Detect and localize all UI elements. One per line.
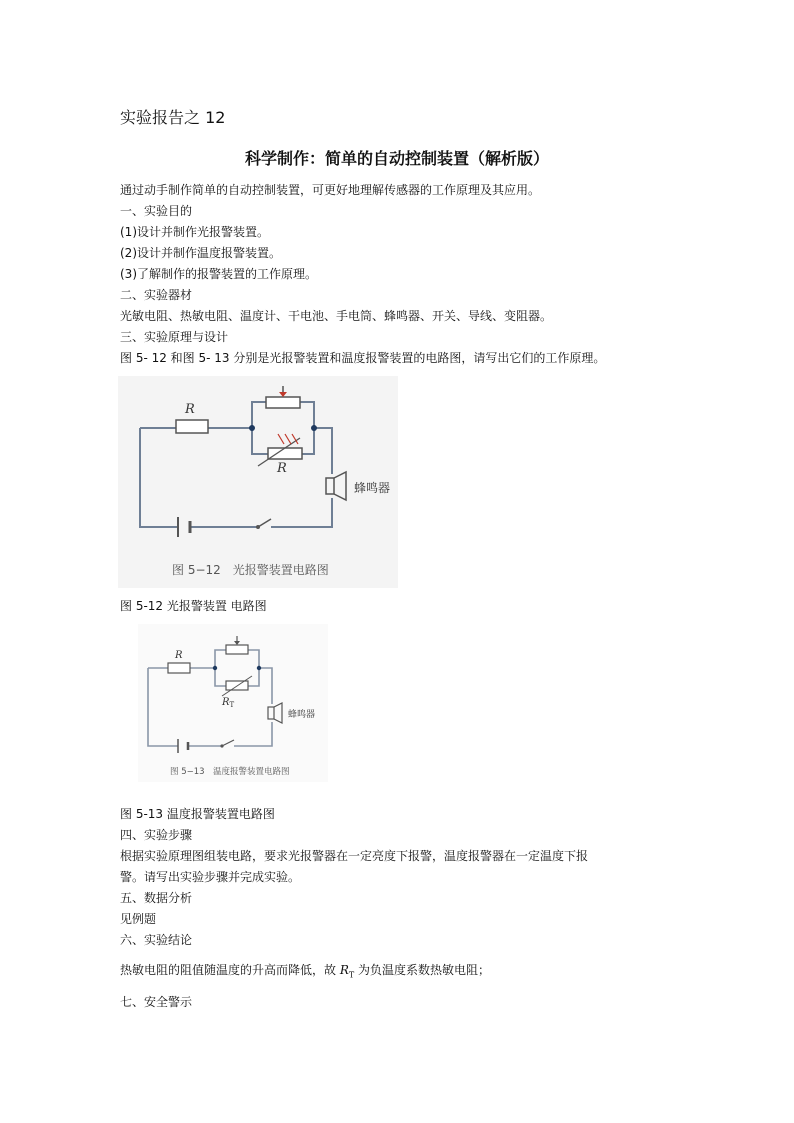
- section-heading-analysis: 五、数据分析: [120, 891, 193, 905]
- photoresistor-symbol: [268, 448, 302, 459]
- main-title: 科学制作：简单的自动控制装置（解析版）: [244, 149, 549, 168]
- buzzer-label: 蜂鸣器: [354, 481, 391, 495]
- conclusion-text-after: 为负温度系数热敏电阻；: [354, 963, 491, 977]
- section-heading-principle: 三、实验原理与设计: [120, 330, 229, 344]
- rheostat-symbol: [226, 645, 248, 654]
- figure-caption-light-alarm: 图 5-12 光报警装置 电路图: [120, 599, 267, 613]
- section-heading-steps: 四、实验步骤: [120, 828, 193, 842]
- resistor-r-label: R: [185, 402, 195, 417]
- thermistor-label: $R_T$: [222, 697, 235, 709]
- section-heading-conclusion: 六、实验结论: [120, 933, 193, 947]
- resistor-r-symbol: [176, 420, 208, 433]
- steps-text-line-1: 根据实验原理图组装电路，要求光报警器在一定亮度下报警，温度报警器在一定温度下报: [120, 849, 589, 863]
- temperature-alarm-circuit-figure: [138, 624, 328, 782]
- rt-symbol: $R_T$: [339, 963, 355, 980]
- buzzer-label: 蜂鸣器: [288, 710, 316, 720]
- light-alarm-circuit-figure: [118, 376, 398, 588]
- principle-text: 图 5- 12 和图 5- 13 分别是光报警装置和温度报警装置的电路图，请写出它们的工作原理。: [120, 351, 606, 365]
- section-heading-safety: 七、安全警示: [120, 995, 193, 1009]
- purpose-item-1: (1)设计并制作光报警装置。: [120, 225, 269, 239]
- steps-text-line-2: 警。请写出实验步骤并完成实验。: [120, 870, 301, 884]
- resistor-r-symbol: [168, 663, 190, 673]
- section-heading-materials: 二、实验器材: [120, 288, 193, 302]
- rheostat-symbol: [266, 397, 300, 408]
- intro-paragraph: 通过动手制作简单的自动控制装置，可更好地理解传感器的工作原理及其应用。: [120, 183, 541, 197]
- conclusion-text: [120, 962, 490, 983]
- conclusion-text-before: 热敏电阻的阻值随温度的升高而降低，故: [120, 963, 340, 977]
- purpose-item-2: (2)设计并制作温度报警装置。: [120, 246, 281, 260]
- resistor-r-label: R: [175, 650, 183, 661]
- photoresistor-label: R: [277, 461, 287, 476]
- figure-caption-inside: 图 5−13 温度报警装置电路图: [170, 767, 290, 777]
- materials-text: 光敏电阻、热敏电阻、温度计、干电池、手电筒、蜂鸣器、开关、导线、变阻器。: [120, 309, 553, 323]
- figure-caption-temperature-alarm: 图 5-13 温度报警装置电路图: [120, 807, 275, 821]
- section-heading-purpose: 一、实验目的: [120, 204, 193, 218]
- purpose-item-3: (3)了解制作的报警装置的工作原理。: [120, 267, 317, 281]
- report-title: 实验报告之 12: [120, 108, 226, 127]
- figure-caption-inside: 图 5−12 光报警装置电路图: [172, 563, 329, 577]
- analysis-text: 见例题: [120, 912, 157, 926]
